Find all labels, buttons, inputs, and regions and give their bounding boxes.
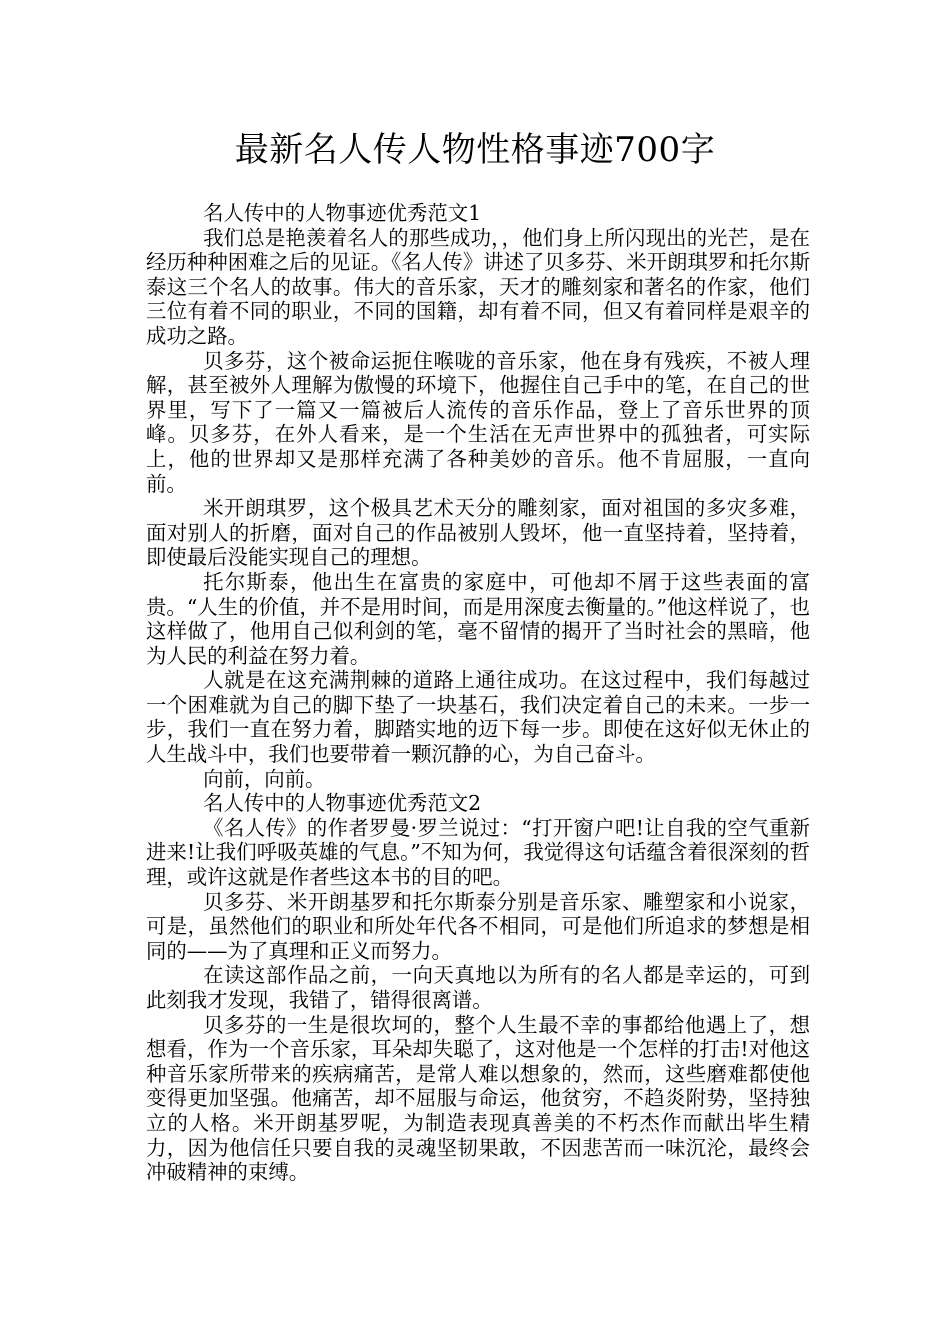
- document-body: [146, 201, 810, 1185]
- body-paragraph: 人就是在这充满荆棘的道路上通往成功。在这过程中，我们每越过一个困难就为自己的脚下垫了一块基石，我们决定着自己的未来。一步一步，我们一直在努力着，脚踏实地的迈下每一步。即使在这好似无休止的人生战斗中，我们也要带着一颗沉静的心，为自己奋斗。: [146, 668, 810, 767]
- body-paragraph: 我们总是艳羡着名人的那些成功，，他们身上所闪现出的光芒，是在经历种种困难之后的见证。《名人传》讲述了贝多芬、米开朗琪罗和托尔斯泰这三个名人的故事。伟大的音乐家，天才的雕刻家和著名的作家，他们三位有着不同的职业，不同的国籍，却有着不同，但又有着同样是艰辛的成功之路。: [146, 225, 810, 348]
- body-paragraph: 米开朗琪罗，这个极具艺术天分的雕刻家，面对祖国的多灾多难，面对别人的折磨，面对自己的作品被别人毁坏，他一直坚持着，坚持着，即使最后没能实现自己的理想。: [146, 496, 810, 570]
- body-paragraph: 贝多芬、米开朗基罗和托尔斯泰分别是音乐家、雕塑家和小说家，可是，虽然他们的职业和所处年代各不相同，可是他们所追求的梦想是相同的——为了真理和正义而努力。: [146, 889, 810, 963]
- section-heading: 名人传中的人物事迹优秀范文2: [203, 791, 482, 816]
- body-paragraph: 托尔斯泰，他出生在富贵的家庭中，可他却不屑于这些表面的富贵。“人生的价值，并不是用时间，而是用深度去衡量的。”他这样说了，也这样做了，他用自己似利剑的笔，毫不留情的揭开了当时社会的黑暗，他为人民的利益在努力着。: [146, 569, 810, 668]
- body-paragraph: 《名人传》的作者罗曼·罗兰说过：“打开窗户吧!让自我的空气重新进来!让我们呼吸英雄的气息。”不知为何，我觉得这句话蕴含着很深刻的哲理，或许这就是作者些这本书的目的吧。: [146, 815, 810, 890]
- body-paragraph: 在读这部作品之前，一向天真地以为所有的名人都是幸运的，可到此刻我才发现，我错了，错得很离谱。: [146, 963, 810, 1012]
- body-paragraph: 贝多芬，这个被命运扼住喉咙的音乐家，他在身有残疾，不被人理解，甚至被外人理解为傲慢的环境下，他握住自己手中的笔，在自己的世界里，写下了一篇又一篇被后人流传的音乐作品，登上了音乐世界的顶峰。贝多芬，在外人看来，是一个生活在无声世界中的孤独者，可实际上，他的世界却又是那样充满了各种美妙的音乐。他不肯屈服，一直向前。: [146, 348, 810, 496]
- body-paragraph: 向前，向前。: [203, 766, 326, 791]
- body-paragraph: 贝多芬的一生是很坎坷的，整个人生最不幸的事都给他遇上了，想想看，作为一个音乐家，耳朵却失聪了，这对他是一个怎样的打击!对他这种音乐家所带来的疾病痛苦，是常人难以想象的，然而，这些磨难都使他变得更加坚强。他痛苦，却不屈服与命运，他贫穷，不趋炎附势，坚持独立的人格。米开朗基罗呢，为制造表现真善美的不朽杰作而献出毕生精力，因为他信任只要自我的灵魂坚韧果敢，不因悲苦而一味沉沦，最终会冲破精神的束缚。: [146, 1012, 810, 1185]
- document-title: 最新名人传人物性格事迹700字: [234, 130, 716, 170]
- section-heading: 名人传中的人物事迹优秀范文1: [203, 201, 482, 225]
